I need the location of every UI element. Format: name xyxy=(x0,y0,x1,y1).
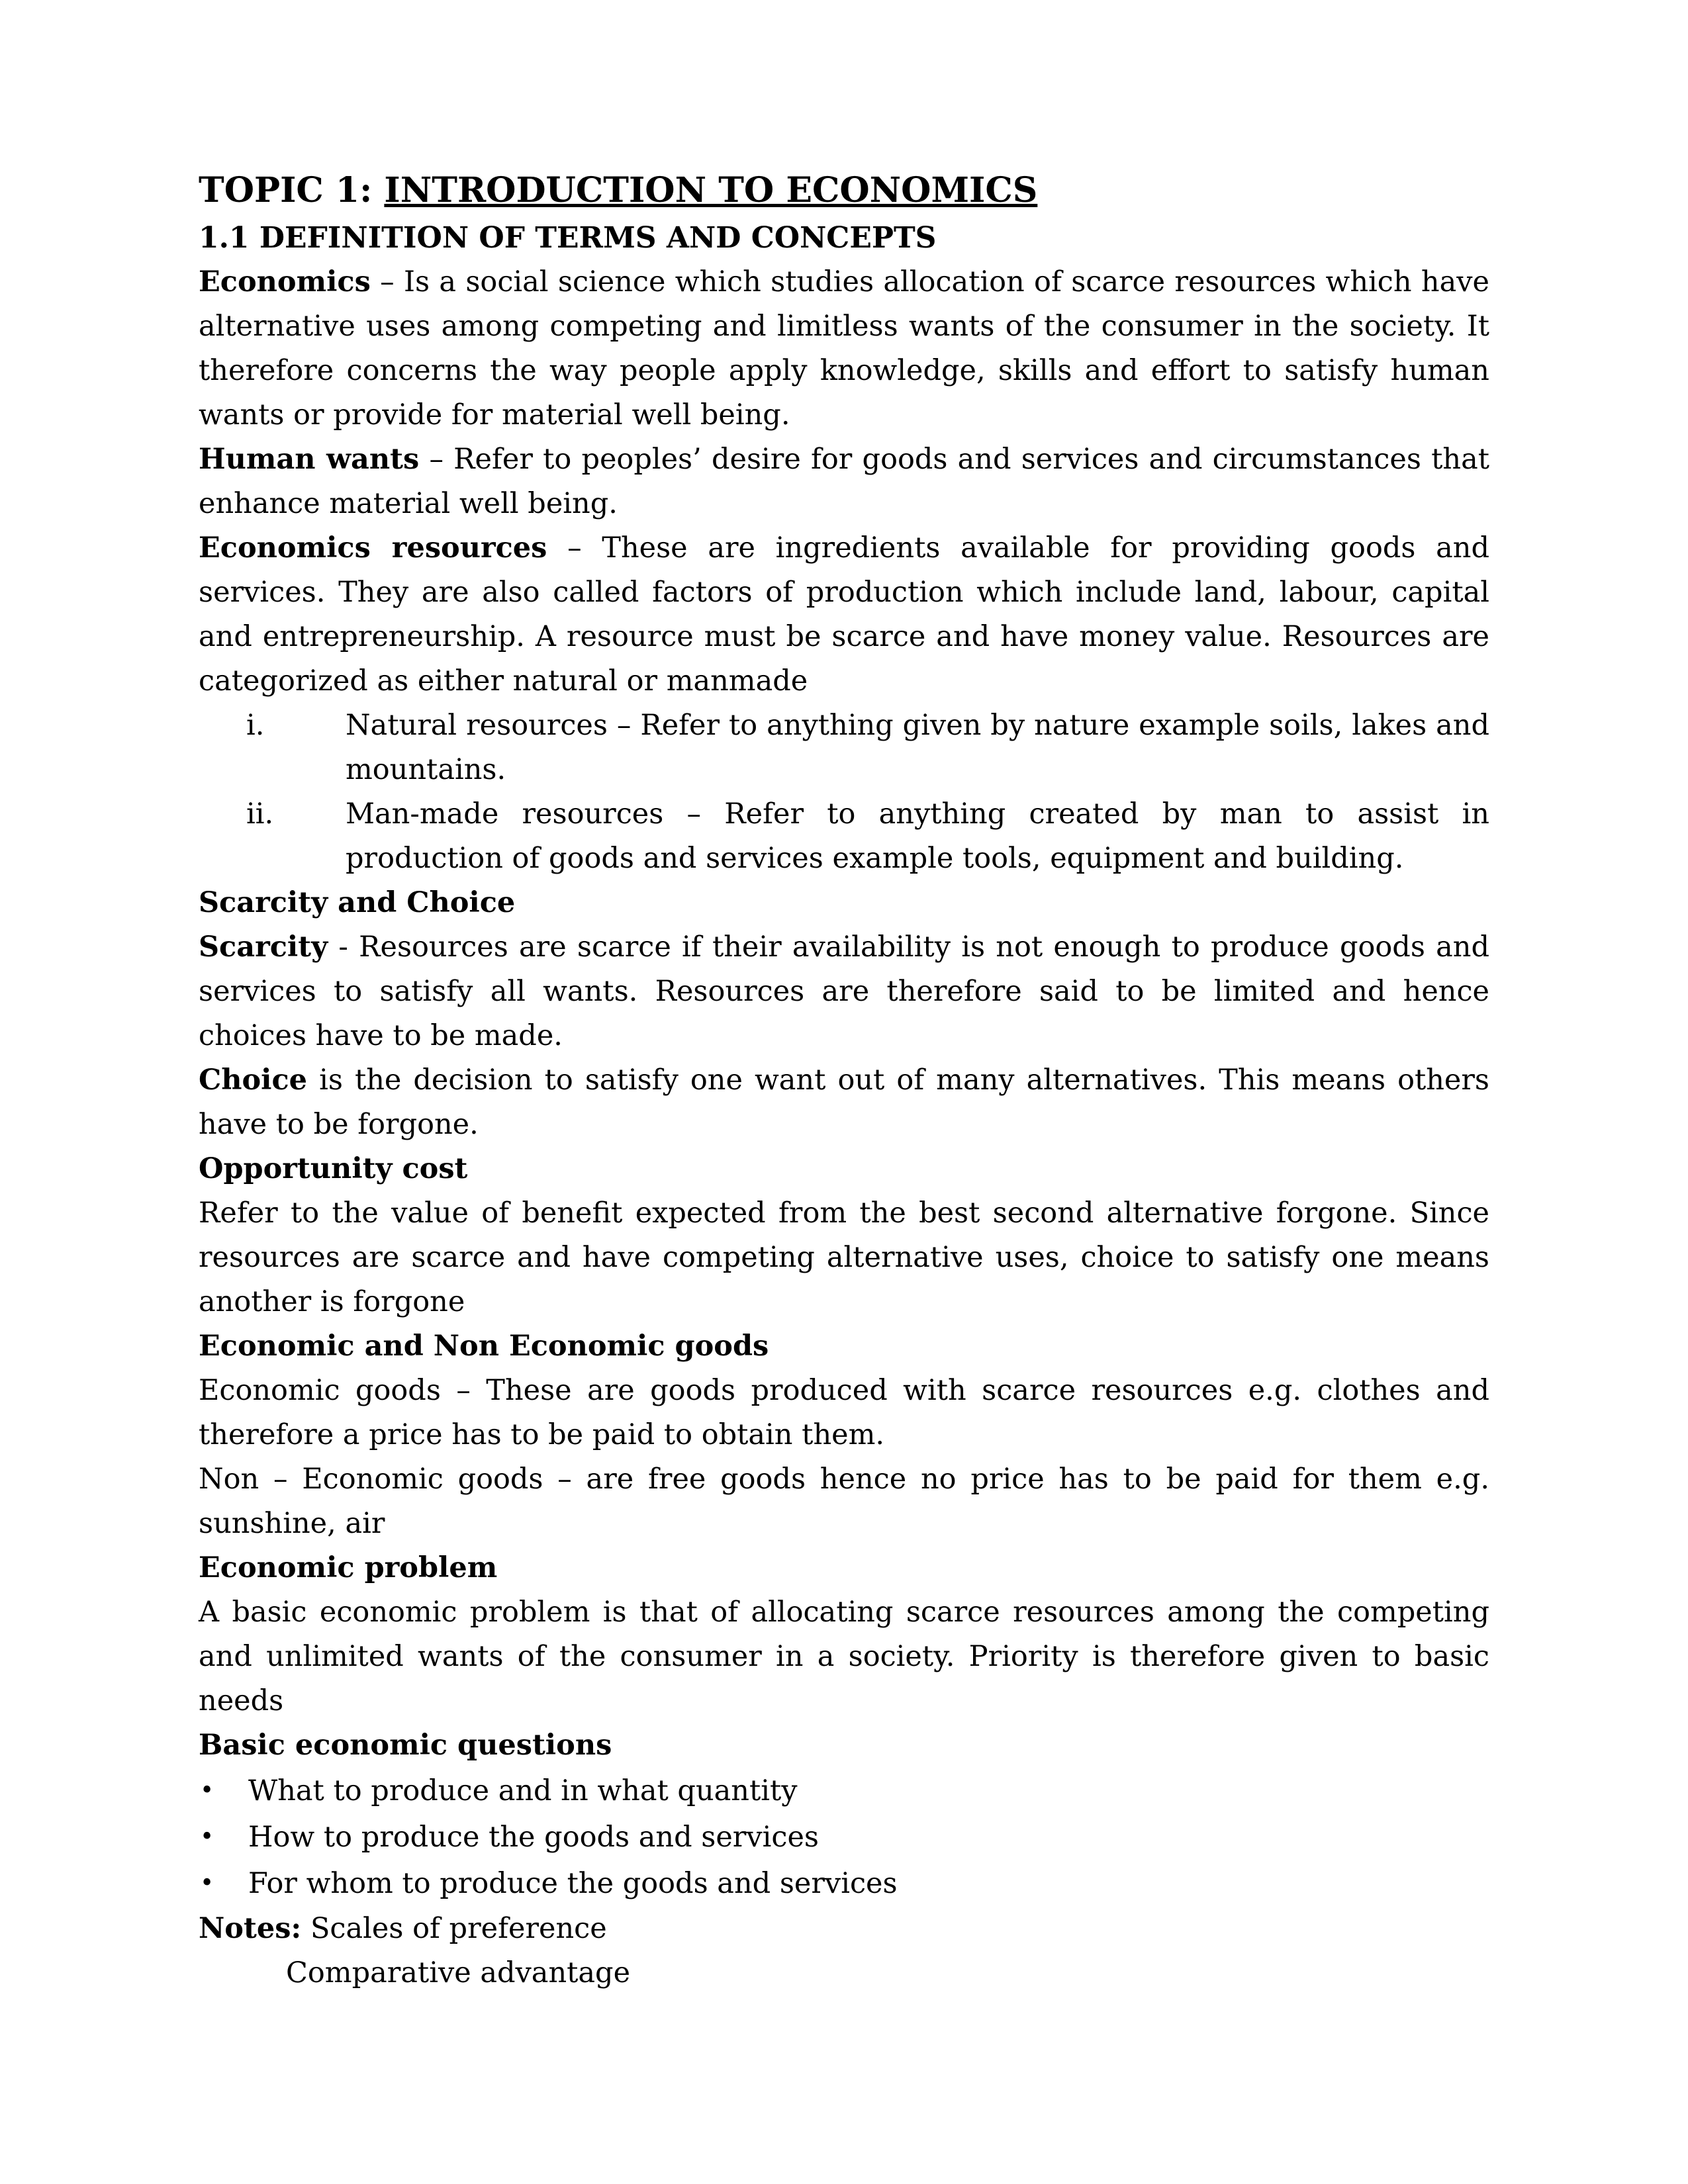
basic-questions-list xyxy=(199,1768,1489,1907)
document-page xyxy=(199,165,1489,1995)
notes-line1: Scales of preference xyxy=(301,1912,607,1945)
human-wants-definition xyxy=(199,437,1489,526)
list-item-number: i. xyxy=(246,709,265,742)
list-item-number: ii. xyxy=(246,797,274,831)
non-economic-goods-text: Non – Economic goods – are free goods hence no price has to be paid for them e.g. sunshine, air xyxy=(199,1463,1489,1540)
goods-heading: Economic and Non Economic goods xyxy=(199,1330,769,1363)
resources-text: – These are ingredients available for providing goods and services. They are also called factors of production which include land, labour, capital and entrepreneurship. A resource must be scarce and have money value. Resources are categorized as either natural or manmade xyxy=(199,531,1489,698)
economics-term: Economics xyxy=(199,265,371,298)
scarcity-choice-heading: Scarcity and Choice xyxy=(199,886,516,919)
scarcity-term: Scarcity xyxy=(199,931,328,964)
choice-definition xyxy=(199,1058,1489,1147)
notes-line2: Comparative advantage xyxy=(286,1956,631,1989)
economic-problem-text: A basic economic problem is that of allocating scarce resources among the competing and unlimited wants of the consumer in a society. Priority is therefore given to basic needs xyxy=(199,1596,1489,1717)
notes-label: Notes: xyxy=(199,1912,302,1945)
economics-text: – Is a social science which studies allocation of scarce resources which have alternative uses among competing and limitless wants of the consumer in the society. It therefore concerns the way people apply knowledge, skills and effort to satisfy human wants or provide for material well being. xyxy=(199,265,1489,432)
opportunity-cost-heading: Opportunity cost xyxy=(199,1152,468,1185)
bullet-icon: • xyxy=(200,1870,214,1897)
list-item-text: Man-made resources – Refer to anything created by man to assist in production of goods and services example tools, equipment and building. xyxy=(346,797,1489,875)
list-item-text: How to produce the goods and services xyxy=(248,1821,819,1854)
list-item xyxy=(199,1860,1489,1907)
economic-goods-text: Economic goods – These are goods produced with scarce resources e.g. clothes and therefore a price has to be paid to obtain them. xyxy=(199,1374,1489,1451)
human-wants-term: Human wants xyxy=(199,443,420,476)
title-prefix: TOPIC 1: xyxy=(199,170,385,210)
resources-list xyxy=(199,704,1489,881)
section-subtitle: 1.1 DEFINITION OF TERMS AND CONCEPTS xyxy=(199,221,937,255)
human-wants-text: – Refer to peoples’ desire for goods and services and circumstances that enhance material well being. xyxy=(199,443,1489,520)
resources-term: Economics resources xyxy=(199,531,547,565)
list-item xyxy=(199,1814,1489,1860)
scarcity-definition xyxy=(199,925,1489,1058)
page-title xyxy=(199,165,1489,216)
list-item xyxy=(199,704,1489,792)
basic-questions-heading: Basic economic questions xyxy=(199,1729,612,1762)
choice-term: Choice xyxy=(199,1064,308,1097)
bullet-icon: • xyxy=(200,1777,214,1804)
list-item xyxy=(199,1768,1489,1814)
list-item-text: Natural resources – Refer to anything given by nature example soils, lakes and mountains. xyxy=(346,709,1489,786)
choice-text: is the decision to satisfy one want out of many alternatives. This means others have to be forgone. xyxy=(199,1064,1489,1141)
list-item xyxy=(199,792,1489,881)
resources-definition xyxy=(199,526,1489,704)
title-main: INTRODUCTION TO ECONOMICS xyxy=(384,170,1038,210)
economics-definition xyxy=(199,260,1489,437)
economic-problem-heading: Economic problem xyxy=(199,1551,498,1584)
scarcity-text: - Resources are scarce if their availability is not enough to produce goods and services to satisfy all wants. Resources are therefore said to be limited and hence choices have to be made. xyxy=(199,931,1489,1052)
list-item-text: For whom to produce the goods and services xyxy=(248,1867,898,1900)
bullet-icon: • xyxy=(200,1823,214,1850)
opportunity-cost-text: Refer to the value of benefit expected from the best second alternative forgone. Since resources are scarce and have competing alternative uses, choice to satisfy one means another is forgone xyxy=(199,1197,1489,1318)
notes-line xyxy=(199,1907,1489,1951)
list-item-text: What to produce and in what quantity xyxy=(248,1774,798,1807)
